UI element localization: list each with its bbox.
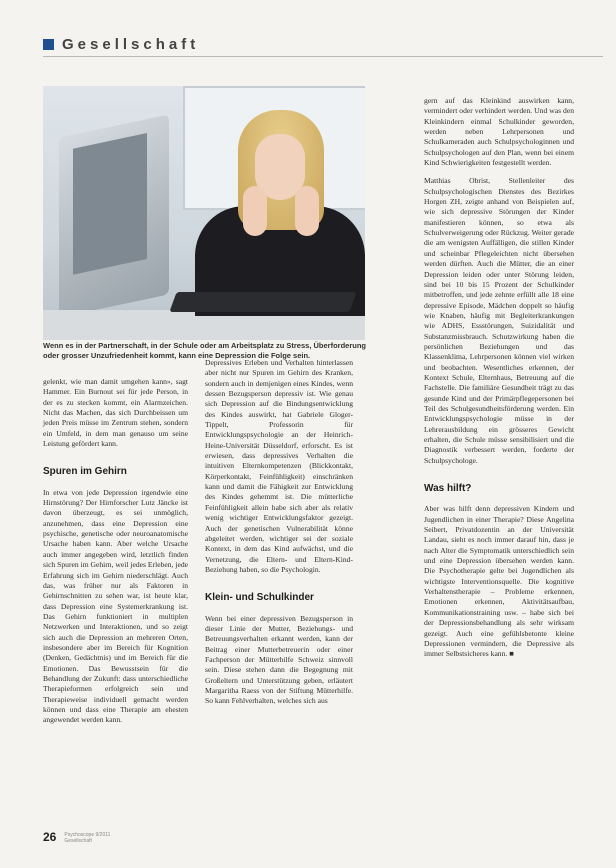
keyboard xyxy=(169,292,356,312)
subhead-kinder: Klein- und Schulkinder xyxy=(205,592,314,604)
col3-body2: Aber was hilft denn depressiven Kindern und Jugendlichen in einer Therapie? Diese Angelina Seibert, Privatdozentin an der Universität Landau, sieht es noch immer darauf hin, dass je nach Alter die Symptomatik unterschiedlich sein und eine Depression übersehen werden kann. Die Psychotherapie gelte bei Jugendlichen als wichtigste Interventionsquelle. Die kognitive Verhaltenstherapie – Probleme erkennen, Emotionen erkennen, Aktivitätsaufbau, Kommunikationstraining usw. – habe sich bei der Depressionsbehandlung als sehr wirksam gezeigt. Auch eine gefühlsbetonte kleine Depressionen vermindern, die Depressive als immer Selbstsicheres kann. ■ xyxy=(424,504,574,659)
col1-intro: gelenkt, wie man damit umgehen kann», sagt Hammer. Ein Burnout sei für jede Person, in der es zu stecken kommt, ein Alarmzeichen. Nicht das Machen, das sich Durchbeissen um jeden Preis müsse im Zentrum stehen, sondern ein Umfeld, in dem man genauso um seine Leistung gefördert kann. xyxy=(43,377,188,449)
col3-body1: Matthias Obrist, Stellenleiter des Schulpsychologischen Dienstes des Bezirkes Horgen ZH, zeigte anhand von Beispielen auf, wie sich depressive Störungen der Kinder manifestieren können, so etwa als Schulverweigerung oder Rückzug. Weiter gerade die am wenigsten Auffälligen, die stillen Kinder und scheinbar Pflegeleichten nicht übersehen werden dürften. Auch die Mütter, die an einer Depression leiden oder unter Störung leiden, sind bei 10 bis 15 Prozent der Schulkinder mitbetroffen, und jede zehnte erfüllt alle 18 eine depressive Episode, Mädchen doppelt so häufig wie Knaben, häufig mit Begleiterkrankungen wie ADHS, Essstörungen, Suizidalität und Substanzmissbrauch. Schutzwirkung haben die persönlichen Beziehungen und das Klassenklima, Lehrpersonen können viel wirken und beobachten. Wesentliches erkennen, der Kontext Schule, Elternhaus, Betreuung auf die Fachstelle. Die familiäre Gesundheit trägt zu das gesunde Kind und der Primärpflegepersonen bei Teil des Schulgesundheitsförderung werden. Ein Entwicklungspsychologie müsse in der Lehrerausbildung ein grösseres Gewicht erhalten, die Schule müsse sensibilisiert und die Diagnostik verbessert werden, forderte der Schulpsychologe. xyxy=(424,176,574,465)
col1-body: In etwa von jede Depression irgendwie eine Hirnstörung? Der Hirnforscher Lutz Jäncke ist davon überzeugt, es sei unmöglich, anzunehmen, dass eine Depression eine psychische, genetische oder neuroanatomische Ursache haben kann. Aber welche Ursache auch immer angegeben wird, letztlich finden sich Spuren im Gehirn, weil jedes Erleben, jede Erfahrung sich im Gehirn niederschlägt. Auch das, was früher nur als Faktoren in Gehirnschnitten zu sehen war, ist heute klar, dass Depression eine Systemerkrankung ist. Das Gehirn funktioniert in multiplen Netzwerken und Interaktionen, und so zeigt sich auch die Depression an mehreren Orten, insbesondere aber im Bereich für Kognition (Denken, Gedächtnis) und im Bereich für die Emotionen. Das Bewusstsein für die Behandlung der Zukunft: dass unterschiedliche Therapieformen erfolgreich sein und Therapieweise individuell gemacht werden können und dass eine Therapie am ehesten angewendet werden kann. xyxy=(43,487,188,725)
section-title: Gesellschaft xyxy=(62,36,200,53)
col3-intro: gern auf das Kleinkind auswirken kann, vermindert oder verhindert werden. Und was den Kleinkindern einmal Schulkinder geworden, werden neben Lehrpersonen und Schulkameraden auch Schulpsychologinnen und Schulpsychologen auf den Plan, wenn bei einem Kind Schwierigkeiten festgestellt werden. xyxy=(424,96,574,168)
woman-hand-left xyxy=(243,186,267,236)
column-1 xyxy=(43,377,188,726)
article-photo xyxy=(43,86,365,340)
page-footer xyxy=(43,830,110,844)
section-marker xyxy=(43,39,54,50)
page-number: 26 xyxy=(43,830,57,844)
footer-line-1: Psychoscope 9/2011 xyxy=(64,832,111,838)
photo-caption: Wenn es in der Partnerschaft, in der Schule oder am Arbeitsplatz zu Stress, Überforderung oder grosser Unzufriedenheit kommt, kann eine Depression die Folge sein. xyxy=(43,341,366,360)
subhead-spuren: Spuren im Gehirn xyxy=(43,466,127,478)
section-header xyxy=(43,36,199,53)
col2-intro: Depressives Erleben und Verhalten hinterlassen aber nicht nur Spuren im Gehirn des Kranken, sondern auch in demjenigen eines Kindes, wenn dessen Bezugsperson depressiv ist. Wie genau sich Depression auf die Bindungsentwicklung des Kindes auswirkt, hat Gabriele Gloger-Tippelt, Professorin für Entwicklungspsychologie an der Heinrich-Heine-Universität Düsseldorf, erforscht. Es ist erwiesen, dass depressives Verhalten die intuitiven Elternkompetenzen (Blickkontakt, Körperkontakt, Feinfühligkeit) einschränken kann und damit die Fähigkeit zur Entwicklung des Kindes gehemmt ist. Die mütterliche Feinfühligkeit allein habe sich aber als relativ wenig wichtiger Entwicklungsfaktor gezeigt. Auch der genetischen Vulnerabilität könne abgeleitet werden, wichtiger sei der soziale Kontext, in dem das Kind aufwächst, und die Vernetzung, die Eltern- und Eltern-Kind-Beziehung haben, so die Psychologin. xyxy=(205,358,353,574)
woman-hand-right xyxy=(295,186,319,236)
subhead-was-hilft: Was hilft? xyxy=(424,483,472,495)
footer-text xyxy=(64,832,110,844)
column-3 xyxy=(424,96,574,660)
header-rule xyxy=(43,56,603,57)
footer-line-2: Gesellschaft xyxy=(64,838,92,844)
computer-monitor xyxy=(59,114,169,317)
col2-body: Wenn bei einer depressiven Bezugsperson in dieser Linie der Mutter, Beziehungs- und Betreuungsverhalten erkannt werden, kann der Beitrag einer Mutterbetreuerin oder einer Fachperson der Mütterhilfe Schweiz sinnvoll sein. Diese stehen dann die Begegnung mit Großeltern und Unterstützung geben, erläutert Margaritha Raess von der Stiftung Mütterhilfe. So kann Fehlverhalten, welches sich aus xyxy=(205,613,353,706)
monitor-screen xyxy=(73,133,147,275)
column-2 xyxy=(205,358,353,707)
